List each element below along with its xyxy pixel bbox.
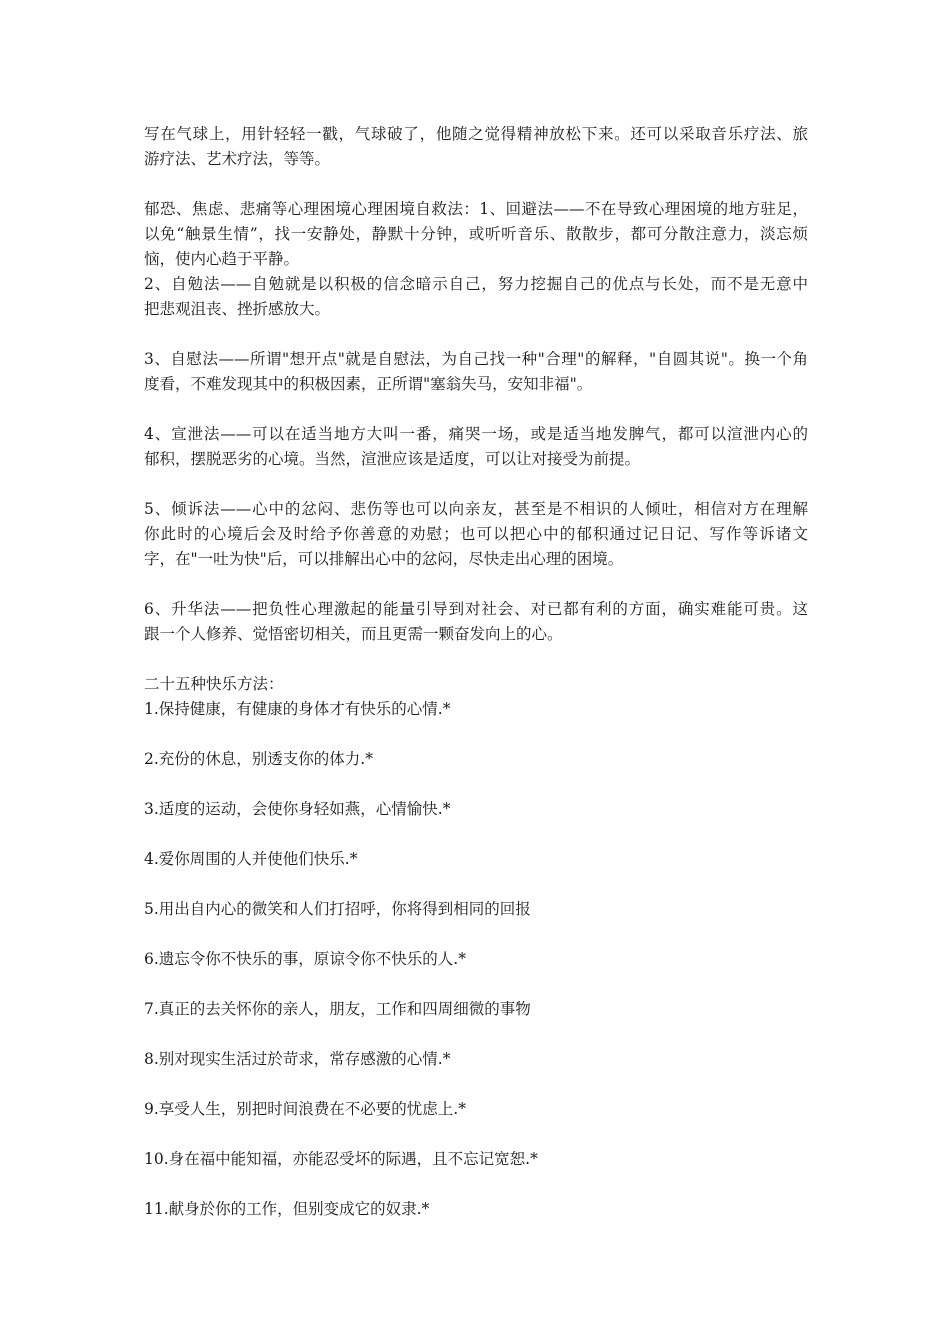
paragraph-spacer [144, 572, 808, 597]
text-line: 以免“触景生情”，找一安静处，静默十分钟，或听听音乐、散散步，都可分散注意力，淡忘烦 [144, 225, 808, 243]
paragraph [144, 497, 808, 572]
text-line: 把悲观沮丧、挫折感放大。 [144, 300, 331, 318]
paragraph-spacer [144, 322, 808, 347]
paragraph [144, 597, 808, 647]
text-line: 10.身在福中能知福，亦能忍受坏的际遇，且不忘记宽恕.* [144, 1150, 538, 1168]
text-line: 二十五种快乐方法： [144, 675, 284, 693]
text-line: 8.别对现实生活过於苛求，常存感激的心情.* [144, 1050, 451, 1068]
text-line: 4.爱你周围的人并使他们快乐.* [144, 850, 358, 868]
text-line: 9.享受人生，别把时间浪费在不必要的忧虑上.* [144, 1100, 466, 1118]
text-line: 跟一个人修养、觉悟密切相关，而且更需一颗奋发向上的心。 [144, 625, 563, 643]
paragraph-spacer [144, 1122, 808, 1147]
paragraph [144, 847, 808, 872]
paragraph [144, 347, 808, 397]
paragraph-spacer [144, 872, 808, 897]
paragraph [144, 1147, 808, 1172]
paragraph-spacer [144, 397, 808, 422]
paragraph [144, 1197, 808, 1222]
text-line: 5.用出自内心的微笑和人们打招呼，你将得到相同的回报 [144, 900, 531, 918]
paragraph [144, 997, 808, 1022]
text-line: 6.遗忘令你不快乐的事，原谅令你不快乐的人.* [144, 950, 466, 968]
document-page [144, 122, 808, 1222]
paragraph-spacer [144, 822, 808, 847]
text-line: 你此时的心境后会及时给予你善意的劝慰；也可以把心中的郁积通过记日记、写作等诉诸文 [144, 525, 808, 543]
paragraph [144, 947, 808, 972]
text-line: 1.保持健康，有健康的身体才有快乐的心情.* [144, 700, 451, 718]
paragraph-spacer [144, 172, 808, 197]
text-line: 3.适度的运动，会使你身轻如燕，心情愉快.* [144, 800, 451, 818]
paragraph [144, 897, 808, 922]
paragraph [144, 422, 808, 472]
paragraph-spacer [144, 772, 808, 797]
paragraph-spacer [144, 922, 808, 947]
paragraph-spacer [144, 472, 808, 497]
text-line: 郁积，摆脱恶劣的心境。当然，渲泄应该是适度，可以让对接受为前提。 [144, 450, 641, 468]
paragraph-spacer [144, 722, 808, 747]
text-line: 6、升华法——把负性心理激起的能量引导到对社会、对已都有利的方面，确实难能可贵。这 [144, 600, 808, 618]
text-line: 11.献身於你的工作，但别变成它的奴隶.* [144, 1200, 430, 1218]
paragraph [144, 797, 808, 822]
paragraph-spacer [144, 647, 808, 672]
paragraph [144, 1047, 808, 1072]
text-line: 5、倾诉法——心中的忿闷、悲伤等也可以向亲友，甚至是不相识的人倾吐，相信对方在理解 [144, 500, 808, 518]
text-line: 4、宣泄法——可以在适当地方大叫一番，痛哭一场，或是适当地发脾气，都可以渲泄内心的 [144, 425, 808, 443]
text-line: 游疗法、艺术疗法，等等。 [144, 150, 331, 168]
text-line: 郁恐、焦虑、悲痛等心理困境心理困境自救法：1、回避法——不在导致心理困境的地方驻足， [144, 200, 808, 218]
paragraph-spacer [144, 972, 808, 997]
text-line: 字，在"一吐为快"后，可以排解出心中的忿闷，尽快走出心理的困境。 [144, 550, 624, 568]
paragraph [144, 672, 808, 722]
text-line: 2.充份的休息，别透支你的体力.* [144, 750, 373, 768]
text-line: 3、自慰法——所谓"想开点"就是自慰法，为自己找一种"合理"的解释，"自圆其说"。换一个角 [144, 350, 809, 368]
paragraph [144, 197, 808, 322]
paragraph [144, 1097, 808, 1122]
text-line: 2、自勉法——自勉就是以积极的信念暗示自己，努力挖掘自己的优点与长处，而不是无意中 [144, 275, 808, 293]
paragraph [144, 122, 808, 172]
text-line: 恼，使内心趋于平静。 [144, 250, 300, 268]
paragraph-spacer [144, 1172, 808, 1197]
paragraph [144, 747, 808, 772]
text-line: 7.真正的去关怀你的亲人，朋友，工作和四周细微的事物 [144, 1000, 531, 1018]
paragraph-spacer [144, 1072, 808, 1097]
paragraph-spacer [144, 1022, 808, 1047]
text-line: 度看，不难发现其中的积极因素，正所谓"塞翁失马，安知非福"。 [144, 375, 593, 393]
text-line: 写在气球上，用针轻轻一戳，气球破了，他随之觉得精神放松下来。还可以采取音乐疗法、旅 [144, 125, 808, 143]
